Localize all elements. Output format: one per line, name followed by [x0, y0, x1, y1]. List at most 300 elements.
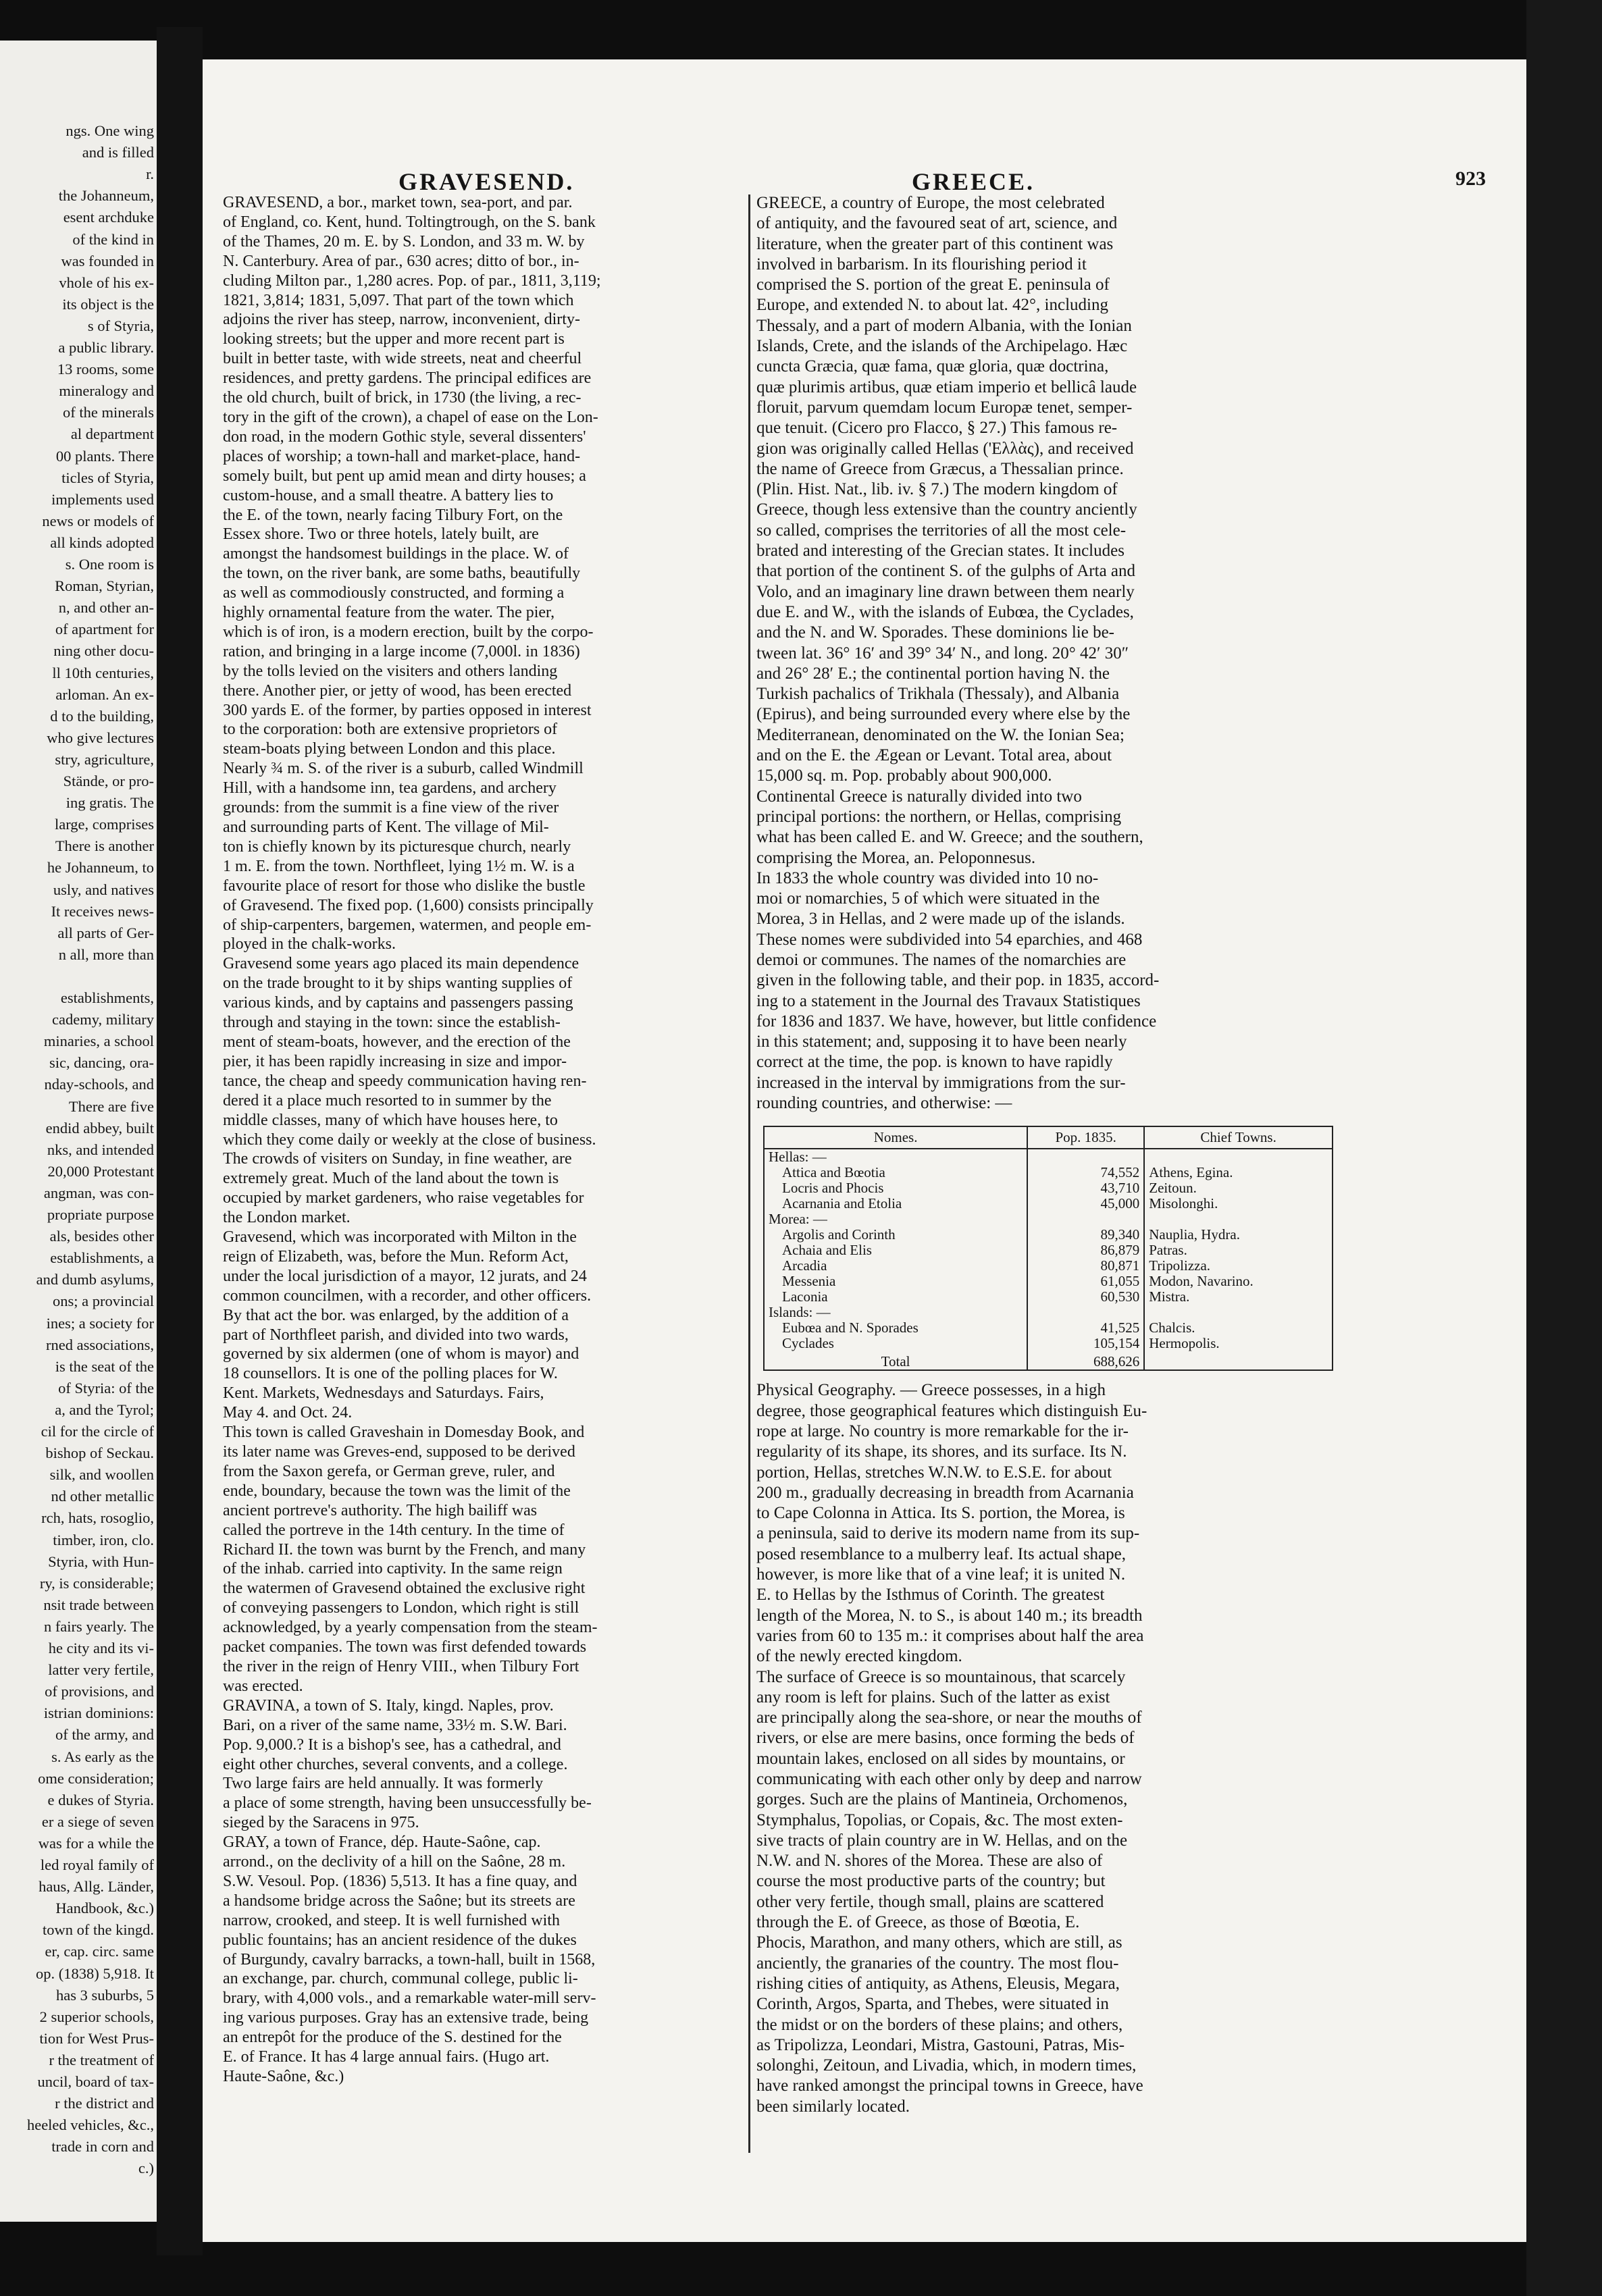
text-line: been similarly located. — [756, 2097, 910, 2116]
table-total-row — [765, 1351, 1332, 1369]
text-line: public fountains; has an ancient residence of the dukes — [223, 1931, 577, 1949]
left-page-line: and dumb asylums, — [36, 1271, 154, 1288]
left-page-line: s. One room is — [65, 556, 154, 573]
table-row — [765, 1227, 1332, 1243]
text-line: regularity of its shape, its shores, and its surface. Its N. — [756, 1442, 1127, 1461]
text-line: quæ plurimis artibus, quæ etiam imperio et bellicâ laude — [756, 377, 1137, 396]
text-line: Thessaly, and a part of modern Albania, with the Ionian — [756, 316, 1132, 335]
text-line: given in the following table, and their pop. in 1835, accord- — [756, 971, 1160, 990]
text-line: ration, and bringing in a large income (7,000l. in 1836) — [223, 642, 580, 660]
left-page-line: timber, iron, clo. — [53, 1531, 154, 1548]
text-line: of England, co. Kent, hund. Toltingtrough, on the S. bank — [223, 213, 596, 231]
left-page-line: nsit trade between — [43, 1596, 154, 1613]
text-line: was erected. — [223, 1677, 303, 1695]
text-line: of conveying passengers to London, which right is still — [223, 1599, 579, 1617]
text-line: built in better taste, with wide streets, neat and cheerful — [223, 350, 582, 368]
text-line: the town, on the river bank, are some baths, beautifully — [223, 565, 581, 583]
town-cell: Mistra. — [1149, 1288, 1190, 1305]
text-line: of the Thames, 20 m. E. by S. London, and 33 m. W. by — [223, 232, 585, 251]
text-line: common councilmen, with a recorder, and other officers. — [223, 1286, 592, 1305]
text-line: somely built, but pent up amid mean and dirty houses; a — [223, 467, 586, 485]
text-line: adjoins the river has steep, narrow, inconvenient, dirty- — [223, 311, 580, 329]
text-line: dered it a place much resorted to in summer by the — [223, 1091, 552, 1110]
left-page-line: implements used — [51, 490, 154, 508]
left-page-line: stry, agriculture, — [55, 750, 154, 768]
text-line: 1821, 3,814; 1831, 5,097. That part of the town which — [223, 291, 574, 309]
text-line: 300 yards E. of the former, by parties opposed in interest — [223, 701, 592, 719]
text-line: Nearly ¾ m. S. of the river is a suburb, called Windmill — [223, 760, 584, 778]
nome-cell: Acarnania and Etolia — [765, 1196, 1027, 1211]
text-line: mountain lakes, enclosed on all sides by mountains, or — [756, 1749, 1125, 1768]
left-page-line: tion for West Prus- — [39, 2029, 154, 2047]
nome-cell: Eubœa and N. Sporades — [765, 1320, 1027, 1336]
column-rule — [748, 194, 750, 2153]
text-line: involved in barbarism. In its flourishing period it — [756, 255, 1087, 273]
text-line: occupied by market gardeners, who raise vegetables for — [223, 1189, 584, 1207]
town-cell — [1144, 1305, 1332, 1320]
text-line: packet companies. The town was first defended towards — [223, 1638, 587, 1656]
text-line: course the most productive parts of the country; but — [756, 1872, 1106, 1891]
left-page-line: n all, more than — [58, 945, 154, 963]
text-line: narrow, crooked, and steep. It is well furnished with — [223, 1911, 560, 1929]
text-line: its later name was Greves-end, supposed to be derived — [223, 1443, 575, 1461]
left-page-line: ing gratis. The — [66, 794, 154, 812]
left-page-line: ome consideration; — [38, 1769, 154, 1787]
text-line: however, is more like that of a vine leaf; it is united N. — [756, 1565, 1126, 1584]
table-row — [765, 1211, 1332, 1227]
nome-cell: Morea: — — [765, 1211, 1027, 1227]
text-line: from the Saxon gerefa, or German greve, ruler, and — [223, 1462, 555, 1480]
text-line: varies from 60 to 135 m.: it comprises about half the area — [756, 1626, 1144, 1645]
total-value: 688,626 — [1027, 1351, 1144, 1369]
left-page-line: cademy, military — [52, 1011, 154, 1028]
text-line: In 1833 the whole country was divided into 10 no- — [756, 868, 1099, 887]
text-line: other very fertile, though small, plains are scattered — [756, 1892, 1104, 1911]
text-line: Gravesend, which was incorporated with Milton in the — [223, 1228, 577, 1247]
text-line: floruit, parvum quemdam locum Europæ tenet, semper- — [756, 398, 1133, 417]
main-page — [203, 59, 1526, 2242]
text-line: length of the Morea, N. to S., is about 140 m.; its breadth — [756, 1606, 1143, 1625]
text-line: degree, those geographical features which distinguish Eu- — [756, 1401, 1147, 1420]
text-line: ing various purposes. Gray has an extensive trade, being — [223, 2009, 589, 2027]
text-line: GRAVESEND, a bor., market town, sea-port, and par. — [223, 194, 573, 211]
text-line: Hill, with a handsome inn, tea gardens, and archery — [223, 779, 557, 798]
left-page-line: 20,000 Protestant — [47, 1162, 154, 1180]
text-line: This town is called Graveshain in Domesday Book, and — [223, 1424, 585, 1442]
text-line: cuncta Græcia, quæ fama, quæ gloria, quæ doctrina, — [756, 357, 1109, 376]
text-line: a place of some strength, having been unsuccessfully be- — [223, 1794, 592, 1812]
left-page-line: ll 10th centuries, — [52, 664, 154, 681]
pop-cell — [1027, 1149, 1144, 1165]
pop-cell: 43,710 — [1027, 1180, 1144, 1196]
left-page-line: mineralogy and — [59, 382, 154, 400]
text-line: a peninsula, said to derive its modern name from its sup- — [756, 1524, 1140, 1543]
left-page-line: bishop of Seckau. — [45, 1444, 154, 1462]
text-line: May 4. and Oct. 24. — [223, 1404, 353, 1422]
text-line: as Tripolizza, Leondari, Mistra, Gastouni, Patras, Mis- — [756, 2035, 1125, 2054]
town-cell: Modon, Navarino. — [1149, 1273, 1254, 1290]
text-line: Morea, 3 in Hellas, and 2 were made up of the islands. — [756, 910, 1125, 929]
text-line: N. Canterbury. Area of par., 630 acres; ditto of bor., in- — [223, 252, 579, 270]
text-line: Stymphalus, Topolias, or Copais, &c. The most exten- — [756, 1810, 1123, 1829]
left-page-line: endid abbey, built — [45, 1119, 154, 1137]
text-line: reign of Elizabeth, was, before the Mun. Reform Act, — [223, 1247, 569, 1266]
left-page-line: ons; a provincial — [53, 1293, 154, 1310]
text-line: Greece, though less extensive than the country anciently — [756, 500, 1137, 519]
text-line: Phocis, Marathon, and many others, which are still, as — [756, 1933, 1122, 1952]
text-line: tween lat. 36° 16′ and 39° 34′ N., and long. 20° 42′ 30″ — [756, 644, 1129, 662]
text-line: governed by six aldermen (one of whom is mayor) and — [223, 1345, 579, 1363]
header-pop: Pop. 1835. — [1027, 1127, 1144, 1149]
text-line: the name of Greece from Græcus, a Thessalian prince. — [756, 459, 1124, 478]
text-line: ployed in the chalk-works. — [223, 935, 396, 954]
text-line: rope at large. No country is more remarkable for the ir- — [756, 1421, 1129, 1440]
left-page-line: news or models of — [42, 512, 154, 529]
table-row — [765, 1305, 1332, 1320]
text-line: Richard II. the town was burnt by the French, and many — [223, 1540, 586, 1559]
text-line: ende, boundary, because the town was the limit of the — [223, 1482, 571, 1500]
text-line: E. of France. It has 4 large annual fairs. (Hugo art. — [223, 2048, 550, 2066]
pop-cell: 80,871 — [1027, 1258, 1144, 1274]
pop-cell: 89,340 — [1027, 1227, 1144, 1243]
left-page-line: of the army, and — [55, 1726, 154, 1744]
nome-cell: Messenia — [765, 1274, 1027, 1289]
table-row — [765, 1258, 1332, 1274]
header-nomes: Nomes. — [765, 1127, 1027, 1149]
left-page-line: r. — [146, 165, 154, 183]
text-line: Islands, Crete, and the islands of the Archipelago. Hæc — [756, 337, 1128, 356]
left-page-line: It receives news- — [51, 902, 154, 920]
text-line: principal portions: the northern, or Hellas, comprising — [756, 807, 1122, 826]
text-line: 200 m., gradually decreasing in breadth from Acarnania — [756, 1483, 1134, 1502]
left-page-line: n fairs yearly. The — [43, 1617, 154, 1635]
left-page-line: Roman, Styrian, — [55, 577, 154, 595]
left-page-line: silk, and woollen — [49, 1466, 154, 1484]
left-page-line: a public library. — [58, 339, 154, 356]
left-page-line: nks, and intended — [47, 1141, 154, 1158]
column-left — [223, 193, 743, 2087]
text-line: acknowledged, by a yearly compensation from the steam- — [223, 1619, 598, 1637]
text-line: solonghi, Zeitoun, and Livadia, which, in modern times, — [756, 2056, 1137, 2075]
text-line: Volo, and an imaginary line drawn between them nearly — [756, 582, 1135, 601]
left-page-line: s. As early as the — [51, 1748, 154, 1765]
text-line: portion, Hellas, stretches W.N.W. to E.S.E. for about — [756, 1463, 1112, 1482]
text-line: through and staying in the town: since the establish- — [223, 1014, 561, 1032]
text-line: in this statement; and, supposing it to have been nearly — [756, 1033, 1127, 1051]
nome-cell: Argolis and Corinth — [765, 1227, 1027, 1243]
town-cell: Patras. — [1149, 1242, 1187, 1259]
text-line: Essex shore. Two or three hotels, lately built, are — [223, 525, 539, 544]
left-page-line: Styria, with Hun- — [48, 1553, 154, 1570]
text-line: Pop. 9,000.? It is a bishop's see, has a cathedral, and — [223, 1736, 561, 1754]
text-line: 15,000 sq. m. Pop. probably about 900,000. — [756, 766, 1052, 785]
left-page-line: r the treatment of — [49, 2051, 154, 2068]
left-page-line: its object is the — [62, 295, 154, 313]
book-gutter — [157, 27, 203, 2255]
text-line: cluding Milton par., 1,280 acres. Pop. of par., 1811, 3,119; — [223, 271, 601, 290]
text-line: grounds: from the summit is a fine view of the river — [223, 799, 559, 817]
text-line: brated and interesting of the Grecian states. It includes — [756, 542, 1125, 560]
text-line: moi or nomarchies, 5 of which were situated in the — [756, 889, 1100, 908]
pop-cell: 105,154 — [1027, 1336, 1144, 1351]
left-page-line: usly, and natives — [53, 881, 154, 898]
left-page-line: 2 superior schools, — [39, 2008, 154, 2025]
left-page-line: is the seat of the — [55, 1357, 154, 1375]
table-row — [765, 1336, 1332, 1351]
text-line: ment of steam-boats, however, and the erection of the — [223, 1033, 571, 1051]
text-line: Continental Greece is naturally divided into two — [756, 787, 1082, 806]
pop-cell: 60,530 — [1027, 1289, 1144, 1305]
text-line: By that act the bor. was enlarged, by the addition of a — [223, 1306, 569, 1324]
text-line: eight other churches, several convents, and a college. — [223, 1755, 568, 1773]
text-line: posed resemblance to a mulberry leaf. Its actual shape, — [756, 1544, 1126, 1563]
text-line: highly ornamental feature from the water. The pier, — [223, 604, 555, 622]
text-line: E. to Hellas by the Isthmus of Corinth. The greatest — [756, 1586, 1105, 1604]
text-line: ancient portreve's authority. The high bailiff was — [223, 1501, 538, 1519]
text-line: 1 m. E. from the town. Northfleet, lying 1½ m. W. is a — [223, 857, 575, 875]
text-line: and on the E. the Ægean or Levant. Total area, about — [756, 746, 1112, 765]
text-line: communicating with each other only by deep and narrow — [756, 1770, 1142, 1788]
text-line: the midst or on the borders of these plains; and others, — [756, 2015, 1123, 2034]
table-row — [765, 1149, 1332, 1165]
text-line: on the trade brought to it by ships wanting supplies of — [223, 974, 573, 993]
text-line: rishing cities of antiquity, as Athens, Eleusis, Megara, — [756, 1974, 1120, 1993]
left-page-line: he Johanneum, to — [47, 859, 154, 877]
left-page-line: al department — [70, 425, 154, 443]
left-page-line: vhole of his ex- — [59, 273, 154, 291]
text-line: part of Northfleet parish, and divided into two wards, — [223, 1326, 569, 1344]
left-page-line: c.) — [138, 2160, 154, 2177]
nome-cell: Attica and Bœotia — [765, 1165, 1027, 1180]
text-line: N.W. and N. shores of the Morea. These are also of — [756, 1852, 1103, 1871]
text-line: called the portreve in the 14th century. In the time of — [223, 1521, 565, 1539]
text-line: gion was originally called Hellas ('Ελλὰς), and received — [756, 439, 1134, 458]
text-line: the watermen of Gravesend obtained the exclusive right — [223, 1580, 586, 1598]
nome-cell: Arcadia — [765, 1258, 1027, 1274]
text-line: and surrounding parts of Kent. The village of Mil- — [223, 818, 549, 836]
left-page-line: er a siege of seven — [41, 1812, 154, 1830]
left-page-line: cil for the circle of — [41, 1423, 154, 1440]
text-line: increased in the interval by immigrations from the sur- — [756, 1073, 1126, 1092]
table-row — [765, 1180, 1332, 1196]
text-line: anciently, the granaries of the country. The most flou- — [756, 1954, 1119, 1973]
left-page-line: angman, was con- — [43, 1184, 154, 1201]
nome-cell: Hellas: — — [765, 1149, 1027, 1165]
left-page-line: trade in corn and — [51, 2138, 154, 2156]
text-line: residences, and pretty gardens. The principal edifices are — [223, 369, 592, 388]
left-page-line: of the minerals — [63, 404, 154, 421]
text-line: que tenuit. (Cicero pro Flacco, § 27.) This famous re- — [756, 419, 1118, 438]
left-page-line: d to the building, — [50, 707, 154, 725]
left-page-line: r the district and — [55, 2095, 154, 2112]
header-towns: Chief Towns. — [1144, 1127, 1332, 1149]
text-line: comprised the S. portion of the great E. peninsula of — [756, 276, 1110, 294]
text-line: and the N. and W. Sporades. These dominions lie be- — [756, 623, 1115, 642]
left-page-line: minaries, a school — [43, 1033, 154, 1050]
text-line: of ship-carpenters, bargemen, watermen, and people em- — [223, 916, 592, 934]
left-page-line: large, comprises — [54, 816, 154, 833]
nome-cell: Laconia — [765, 1289, 1027, 1305]
left-page-line: the Johanneum, — [58, 187, 154, 205]
left-page-line: istrian dominions: — [43, 1704, 154, 1722]
text-line: 18 counsellors. It is one of the polling places for W. — [223, 1365, 558, 1383]
text-line: middle classes, many of which have houses here, to — [223, 1111, 558, 1129]
left-page-line: a, and the Tyrol; — [55, 1401, 154, 1418]
text-line: rivers, or else are mere basins, once forming the beds of — [756, 1729, 1135, 1748]
left-page-line: of provisions, and — [45, 1683, 154, 1700]
text-line: a handsome bridge across the Saône; but its streets are — [223, 1891, 575, 1910]
text-line: ton is chiefly known by its picturesque church, nearly — [223, 837, 571, 856]
left-page-line: uncil, board of tax- — [37, 2073, 154, 2090]
left-page-line: propriate purpose — [47, 1206, 154, 1223]
text-line: Turkish pachalics of Trikhala (Thessaly), and Albania — [756, 685, 1120, 704]
left-page-line: Handbook, &c.) — [55, 1900, 154, 1917]
text-line: rounding countries, and otherwise: — — [756, 1094, 1012, 1113]
page-number: 923 — [1455, 167, 1486, 190]
text-line: of Burgundy, cavalry barracks, a town-hall, built in 1568, — [223, 1950, 596, 1968]
text-line: Corinth, Argos, Sparta, and Thebes, were situated in — [756, 1995, 1109, 2014]
left-page-line: who give lectures — [47, 729, 154, 746]
text-line: of Gravesend. The fixed pop. (1,600) consists principally — [223, 896, 594, 914]
text-line: Two large fairs are held annually. It was formerly — [223, 1775, 544, 1793]
text-line: The surface of Greece is so mountainous, that scarcely — [756, 1667, 1126, 1686]
physical-geography — [756, 1380, 1479, 2117]
table-row — [765, 1243, 1332, 1258]
text-line: steam-boats plying between London and this place. — [223, 740, 556, 758]
left-page-line: 00 plants. There — [55, 447, 154, 465]
pop-cell: 74,552 — [1027, 1165, 1144, 1180]
left-page-line: esent archduke — [63, 209, 154, 226]
town-cell: Athens, Egina. — [1149, 1164, 1233, 1181]
text-line: GRAVINA, a town of S. Italy, kingd. Naples, prov. — [223, 1696, 554, 1715]
text-line: Haute-Saône, &c.) — [223, 2068, 344, 2085]
text-line: extremely great. Much of the land about the town is — [223, 1170, 559, 1188]
text-line: the river in the reign of Henry VIII., when Tilbury Fort — [223, 1657, 579, 1675]
left-page-line: op. (1838) 5,918. It — [36, 1964, 154, 1982]
left-page-line: 13 rooms, some — [57, 361, 154, 378]
left-page-line: led royal family of — [40, 1856, 154, 1873]
text-line: which they come daily or weekly at the close of business. — [223, 1130, 596, 1149]
text-line: don road, in the modern Gothic style, several dissenters' — [223, 427, 586, 446]
left-page-line: ngs. One wing — [66, 122, 154, 139]
text-line: Bari, on a river of the same name, 33½ m. S.W. Bari. — [223, 1716, 567, 1734]
left-page-line: n, and other an- — [58, 599, 154, 617]
table-header-row — [765, 1127, 1332, 1149]
text-line: Gravesend some years ago placed its main dependence — [223, 955, 579, 973]
left-page-line: ning other docu- — [53, 642, 154, 660]
column-right — [756, 193, 1479, 2117]
nome-cell: Cyclades — [765, 1336, 1027, 1351]
text-line: that portion of the continent S. of the gulphs of Arta and — [756, 562, 1136, 581]
nomes-table — [763, 1126, 1333, 1371]
text-line: gorges. Such are the plains of Mantineia, Orchomenos, — [756, 1790, 1128, 1809]
text-line: and 26° 28′ E.; the continental portion having N. the — [756, 664, 1110, 683]
text-line: (Plin. Hist. Nat., lib. iv. § 7.) The modern kingdom of — [756, 480, 1118, 499]
text-line: through the E. of Greece, as those of Bœotia, E. — [756, 1913, 1080, 1932]
left-page-line: er, cap. circ. same — [45, 1943, 154, 1960]
text-line: Europe, and extended N. to about lat. 42°, including — [756, 296, 1108, 315]
text-line: Kent. Markets, Wednesdays and Saturdays. Fairs, — [223, 1384, 544, 1403]
left-page-line: nd other metallic — [51, 1488, 154, 1505]
left-page-line: rned associations, — [46, 1336, 154, 1353]
text-line: so called, comprises the territories of all the most cele- — [756, 521, 1127, 540]
total-label: Total — [765, 1351, 1027, 1369]
table-row — [765, 1289, 1332, 1305]
text-line: custom-house, and a small theatre. A battery lies to — [223, 486, 554, 504]
town-cell — [1144, 1211, 1332, 1227]
text-line: The crowds of visiters on Sunday, in fine weather, are — [223, 1150, 572, 1168]
left-page-line: of apartment for — [55, 621, 154, 638]
table-row — [765, 1320, 1332, 1336]
left-page-line: all kinds adopted — [50, 533, 154, 551]
left-page-line: There is another — [55, 837, 154, 855]
text-line: tory in the gift of the crown), a chapel of ease on the Lon- — [223, 408, 598, 426]
left-page-line: haus, Allg. Länder, — [38, 1878, 154, 1896]
text-line: an entrepôt for the produce of the S. destined for the — [223, 2029, 562, 2047]
text-line: of the newly erected kingdom. — [756, 1647, 962, 1666]
text-line: to Cape Colonna in Attica. Its S. portion, the Morea, is — [756, 1504, 1125, 1523]
nome-cell: Achaia and Elis — [765, 1243, 1027, 1258]
left-page-line: he city and its vi- — [48, 1640, 154, 1656]
left-page-line: of Styria: of the — [58, 1379, 154, 1397]
left-page-line: ticles of Styria, — [61, 469, 154, 486]
left-page-line: of the kind in — [72, 230, 154, 248]
left-page-line: als, besides other — [49, 1228, 154, 1245]
text-line: various kinds, and by captains and passengers passing — [223, 994, 573, 1012]
book-edge — [1526, 0, 1602, 2296]
pop-cell — [1027, 1305, 1144, 1320]
text-line: an exchange, par. church, communal college, public li- — [223, 1970, 578, 1988]
left-page-line: s of Styria, — [87, 317, 154, 334]
text-line: demoi or communes. The names of the nomarchies are — [756, 950, 1127, 969]
left-page-line: town of the kingd. — [43, 1921, 154, 1939]
text-line: Mediterranean, denominated on the W. the Ionian Sea; — [756, 725, 1125, 744]
town-cell: Zeitoun. — [1149, 1180, 1197, 1197]
text-line: GRAY, a town of France, dép. Haute-Saône, cap. — [223, 1833, 541, 1852]
text-line: by the tolls levied on the visiters and others landing — [223, 662, 558, 680]
running-head-left: GRAVESEND. — [398, 168, 575, 195]
text-line: the old church, built of brick, in 1730 (the living, a rec- — [223, 389, 582, 407]
text-line: literature, when the greater part of this continent was — [756, 234, 1114, 253]
left-page-line: has 3 suburbs, 5 — [56, 1986, 154, 2004]
text-line: under the local jurisdiction of a mayor, 12 jurats, and 24 — [223, 1267, 587, 1285]
left-page-line: nday-schools, and — [44, 1076, 154, 1093]
text-line: pier, it has been rapidly increasing in size and impor- — [223, 1052, 567, 1070]
text-line: correct at the time, the pop. is known to have rapidly — [756, 1053, 1113, 1072]
left-page-line: latter very fertile, — [48, 1661, 154, 1679]
left-page-line: heeled vehicles, &c., — [26, 2116, 154, 2134]
text-line: Physical Geography. — Greece possesses, in a high — [756, 1381, 1106, 1400]
left-page-fragment — [0, 41, 157, 2222]
text-line: These nomes were subdivided into 54 eparchies, and 468 — [756, 930, 1143, 949]
text-line: what has been called E. and W. Greece; and the southern, — [756, 828, 1143, 847]
left-page-line: all parts of Ger- — [57, 924, 154, 941]
left-page-line: ines; a society for — [46, 1314, 154, 1332]
town-cell: Hermopolis. — [1149, 1335, 1220, 1352]
text-line: have ranked amongst the principal towns in Greece, have — [756, 2077, 1143, 2095]
text-line: brary, with 4,000 vols., and a remarkable water-mill serv- — [223, 1989, 596, 2008]
left-page-line: There are five — [68, 1097, 154, 1115]
pop-cell: 45,000 — [1027, 1196, 1144, 1211]
left-page-line: was founded in — [61, 252, 154, 269]
empty-cell — [1144, 1351, 1332, 1369]
text-line: amongst the handsomest buildings in the place. W. of — [223, 545, 569, 563]
left-page-line: and is filled — [82, 144, 154, 161]
table-row — [765, 1274, 1332, 1289]
text-line: of antiquity, and the favoured seat of art, science, and — [756, 214, 1118, 233]
text-line: of the inhab. carried into captivity. In the same reign — [223, 1560, 563, 1578]
town-cell — [1144, 1149, 1332, 1165]
